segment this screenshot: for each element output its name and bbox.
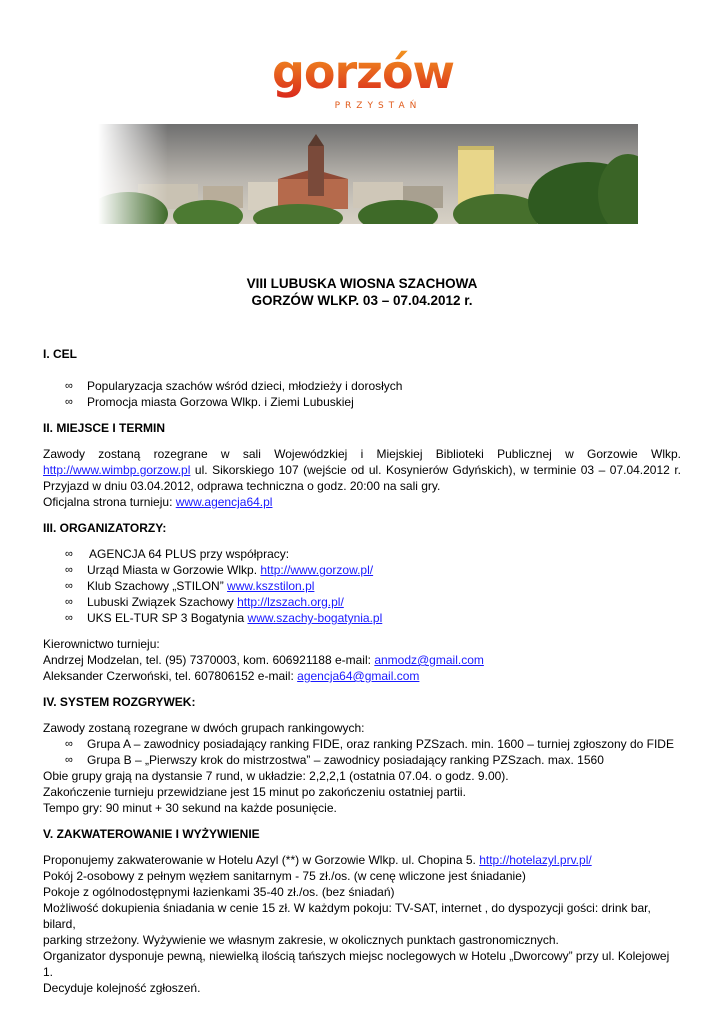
groups-list [43,736,681,768]
paragraph: parking strzeżony. Wyżywienie we własnym zakresie, w okolicznych punktach gastronomicznych. [43,933,559,947]
paragraph: Tempo gry: 90 minut + 30 sekund na każde posunięcie. [43,801,337,815]
list-item: ∞ Popularyzacja szachów wśród dzieci, młodzieży i dorosłych [65,379,403,393]
paragraph: Pokój 2-osobowy z pełnym węzłem sanitarnym - 75 zł./os. (w cenę wliczone jest śniadanie) [43,869,526,883]
organizer-link[interactable]: http://lzszach.org.pl/ [237,595,344,609]
cel-list [43,378,681,410]
city-panorama-image [98,124,638,224]
paragraph: Proponujemy zakwaterowanie w Hotelu Azyl (**) w Gorzowie Wlkp. ul. Chopina 5. http://hotelazyl.prv.pl/ [43,853,592,867]
paragraph: Decyduje kolejność zgłoszeń. [43,981,201,995]
bullet-icon: ∞ [65,396,73,408]
bullet-icon: ∞ [65,738,73,750]
library-link[interactable]: http://www.wimbp.gorzow.pl [43,463,191,477]
logo-graphic [258,50,468,114]
gorzow-logo [258,50,468,114]
section-heading-miejsce: II. MIEJSCE I TERMIN [43,421,166,435]
paragraph: Aleksander Czerwoński, tel. 607806152 e-mail: agencja64@gmail.com [43,669,420,683]
paragraph: Zawody zostaną rozegrane w dwóch grupach rankingowych: [43,721,365,735]
bullet-icon: ∞ [65,580,73,592]
bullet-icon: ∞ [65,564,73,576]
document-title-line-2: GORZÓW WLKP. 03 – 07.04.2012 r. [251,293,473,308]
bullet-icon: ∞ [65,596,73,608]
paragraph: Kierownictwo turnieju: [43,637,160,651]
document-body [43,346,681,996]
paragraph: Andrzej Modzelan, tel. (95) 7370003, kom. 606921188 e-mail: anmodz@gmail.com [43,653,484,667]
list-item: ∞ AGENCJA 64 PLUS przy współpracy: [65,547,290,561]
paragraph: Możliwość dokupienia śniadania w cenie 15 zł. W każdym pokoju: TV-SAT, internet , do dyspozycji gości: drink bar, bilard, [43,901,651,931]
bullet-icon: ∞ [65,612,73,624]
section-heading-zakwaterowanie: V. ZAKWATEROWANIE I WYŻYWIENIE [43,827,260,841]
email-link[interactable]: anmodz@gmail.com [374,653,484,667]
section-heading-organizatorzy: III. ORGANIZATORZY: [43,521,167,535]
organizer-link[interactable]: www.kszstilon.pl [227,579,315,593]
section-heading-cel: I. CEL [43,347,78,361]
hotel-link[interactable]: http://hotelazyl.prv.pl/ [479,853,592,867]
document-title-line-1: VIII LUBUSKA WIOSNA SZACHOWA [246,276,478,291]
section-heading-system: IV. SYSTEM ROZGRYWEK: [43,695,196,709]
official-site-link[interactable]: www.agencja64.pl [175,495,273,509]
bullet-icon: ∞ [65,548,73,560]
list-item: ∞ Urząd Miasta w Gorzowie Wlkp. http://www.gorzow.pl/ [65,563,374,577]
paragraph: Organizator dysponuje pewną, niewielką ilością tańszych miejsc noclegowych w Hotelu „Dworcowy” przy ul. Kolejowej 1. [43,949,670,979]
svg-text:PRZYSTAŃ: PRZYSTAŃ [334,101,422,111]
organizer-link[interactable]: http://www.gorzow.pl/ [260,563,374,577]
organizers-list [43,546,681,626]
paragraph: Zawody zostaną rozegrane w sali Wojewódzkiej i Miejskiej Biblioteki Publicznej w Gorzowie Wlkp. [43,447,681,461]
paragraph: http://www.wimbp.gorzow.pl ul. Sikorskiego 107 (wejście od ul. Kosynierów Gdyńskich), w terminie 03 – 07.04.2012 r. [43,463,681,477]
paragraph: Oficjalna strona turnieju: www.agencja64.pl [43,495,273,509]
svg-text:gorzów: gorzów [271,50,455,99]
list-item: ∞ Grupa B – „Pierwszy krok do mistrzostwa” – zawodnicy posiadający ranking PZSzach. max. 1560 [65,753,604,767]
paragraph: Pokoje z ogólnodostępnymi łazienkami 35-40 zł./os. (bez śniadań) [43,885,395,899]
paragraph: Zakończenie turnieju przewidziane jest 15 minut po zakończeniu ostatniej partii. [43,785,466,799]
list-item: ∞ Klub Szachowy „STILON” www.kszstilon.pl [65,579,315,593]
email-link[interactable]: agencja64@gmail.com [297,669,420,683]
paragraph: Obie grupy grają na dystansie 7 rund, w układzie: 2,2,2,1 (ostatnia 07.04. o godz. 9.00). [43,769,509,783]
paragraph: Przyjazd w dniu 03.04.2012, odprawa techniczna o godz. 20:00 na sali gry. [43,479,441,493]
list-item: ∞ Lubuski Związek Szachowy http://lzszach.org.pl/ [65,595,344,609]
bullet-icon: ∞ [65,754,73,766]
organizer-link[interactable]: www.szachy-bogatynia.pl [247,611,383,625]
bullet-icon: ∞ [65,380,73,392]
list-item: ∞ Grupa A – zawodnicy posiadający ranking FIDE, oraz ranking PZSzach. min. 1600 – turniej zgłoszony do FIDE [65,737,674,751]
list-item: ∞ Promocja miasta Gorzowa Wlkp. i Ziemi Lubuskiej [65,395,354,409]
list-item: ∞ UKS EL-TUR SP 3 Bogatynia www.szachy-bogatynia.pl [65,611,383,625]
